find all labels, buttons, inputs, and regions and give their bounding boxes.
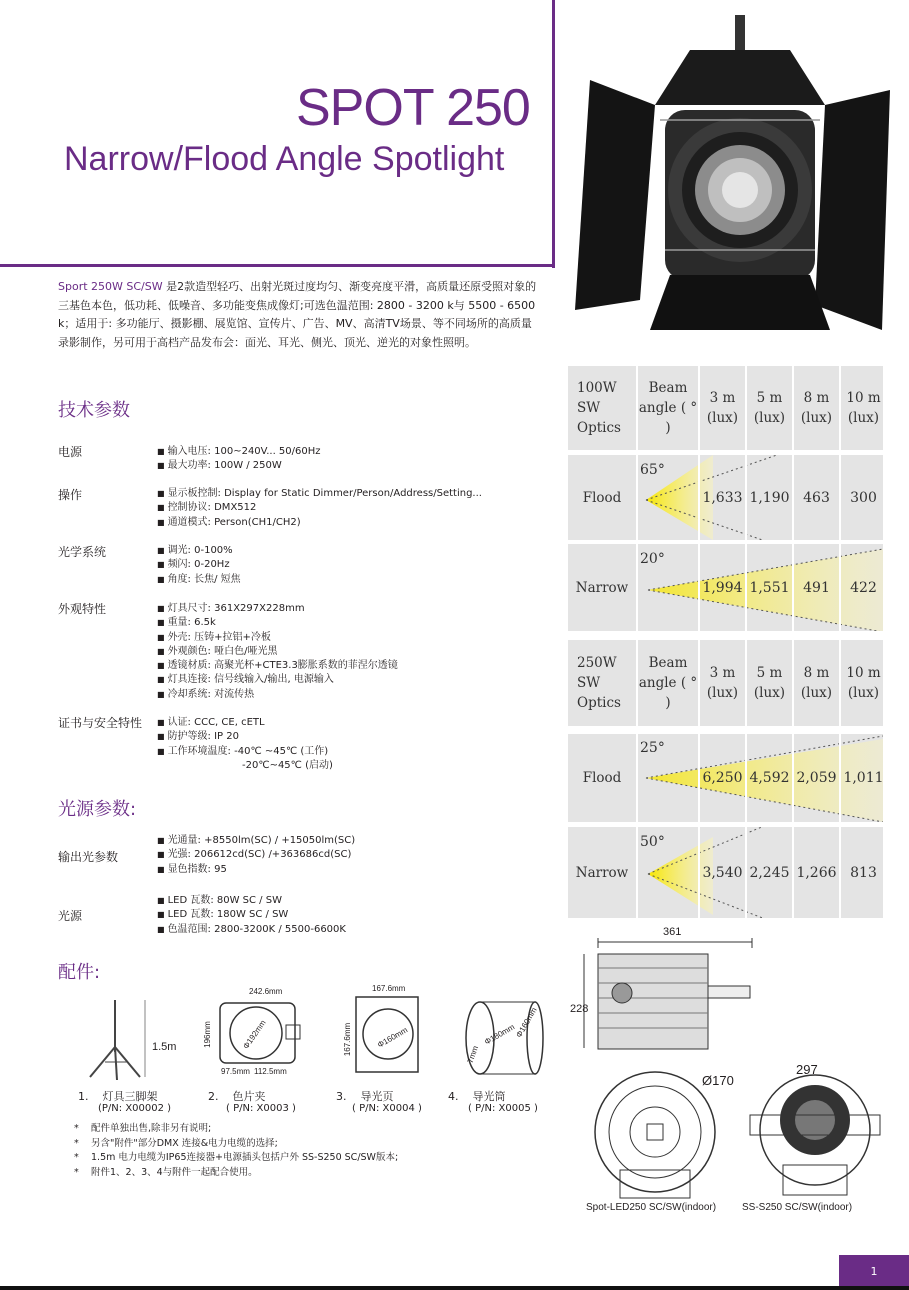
accessory-caption-3: 3. 导光页 bbox=[336, 1090, 394, 1103]
dim-diameter: Ø170 bbox=[702, 1073, 734, 1088]
spec-items-certification bbox=[157, 716, 333, 773]
accessory-caption-4: 4. 导光筒 bbox=[448, 1090, 506, 1103]
lux-10m: 300 bbox=[850, 489, 877, 506]
drawing-caption-left: Spot-LED250 SC/SW(indoor) bbox=[586, 1202, 717, 1213]
row-name: Flood bbox=[582, 489, 622, 506]
spec-item: ■ 输入电压: 100~240V... 50/60Hz bbox=[157, 445, 321, 459]
lux-5m: 1,190 bbox=[749, 489, 790, 506]
lux-10m: 422 bbox=[850, 579, 877, 596]
product-photo bbox=[570, 10, 890, 340]
spec-item: ■ 调光: 0-100% bbox=[157, 544, 241, 558]
front-view-outdoor bbox=[745, 1070, 885, 1200]
spec-item: ■ 外壳: 压铸+拉铝+冷板 bbox=[157, 631, 398, 645]
dim-width: 361 bbox=[663, 926, 682, 938]
dim-label: 167.6mm bbox=[372, 984, 406, 993]
dim-depth: 297 bbox=[796, 1062, 818, 1077]
note: * 配件单独出售,除非另有说明; bbox=[74, 1122, 398, 1137]
spec-item: ■ LED 瓦数: 80W SC / SW bbox=[157, 894, 346, 908]
header-8m: 8 m (lux) bbox=[800, 665, 833, 701]
dim-label: Φ192mm bbox=[241, 1018, 268, 1051]
tripod-dim: 1.5m bbox=[152, 1041, 177, 1053]
accessory-caption-1: 1. 灯具三脚架 bbox=[78, 1090, 158, 1103]
header-8m: 8 m (lux) bbox=[800, 390, 833, 426]
dim-label: 97.5mm bbox=[221, 1067, 250, 1076]
spec-label-optics: 光学系统 bbox=[58, 545, 107, 559]
accessory-pn-4: ( P/N: X0005 ) bbox=[468, 1103, 538, 1114]
header-5m: 5 m (lux) bbox=[753, 390, 786, 426]
row-name: Narrow bbox=[575, 864, 629, 881]
vertical-divider bbox=[552, 0, 555, 268]
spec-label-appearance: 外观特性 bbox=[58, 602, 107, 616]
lux-10m: 1,011 bbox=[843, 770, 884, 786]
beam-angle: 65° bbox=[640, 462, 665, 478]
spec-item: ■ 防护等级: IP 20 bbox=[157, 730, 333, 744]
dim-height: 228 bbox=[570, 1003, 589, 1015]
dim-label: 196mm bbox=[202, 1021, 212, 1048]
horizontal-divider bbox=[0, 264, 555, 267]
tech-section-title: 技术参数 bbox=[58, 400, 130, 421]
spec-label-certification: 证书与安全特性 bbox=[58, 716, 143, 730]
spec-item: ■ 工作环境温度: -40℃ ~45℃ (工作) bbox=[157, 745, 333, 759]
spec-item: ■ 色温范围: 2800-3200K / 5500-6600K bbox=[157, 923, 346, 937]
lux-8m: 2,059 bbox=[796, 770, 837, 786]
spec-item: ■ LED 瓦数: 180W SC / SW bbox=[157, 908, 346, 922]
header-10m: 10 m (lux) bbox=[846, 390, 881, 426]
table-row-flood-250w bbox=[568, 734, 883, 822]
bottom-bar bbox=[0, 1286, 909, 1290]
spec-item: ■ 灯具尺寸: 361X297X228mm bbox=[157, 602, 398, 616]
spec-item: ■ 频闪: 0-20Hz bbox=[157, 558, 241, 572]
lux-3m: 3,540 bbox=[702, 864, 743, 881]
lux-5m: 2,245 bbox=[749, 864, 790, 881]
beam-angle: 25° bbox=[640, 740, 665, 756]
lux-10m: 813 bbox=[850, 864, 877, 881]
dim-label: 7mm bbox=[465, 1044, 481, 1065]
page-title: SPOT 250 bbox=[296, 79, 530, 137]
intro-model: Sport 250W SC/SW bbox=[58, 280, 163, 293]
drawing-caption-right: SS-S250 SC/SW(indoor) bbox=[742, 1202, 853, 1213]
spec-item: ■ 外观颜色: 哑白色/哑光黑 bbox=[157, 645, 398, 659]
spec-item: ■ 光强: 206612cd(SC) /+363686cd(SC) bbox=[157, 848, 355, 862]
spec-item: ■ 重量: 6.5k bbox=[157, 616, 398, 630]
table-header-row bbox=[568, 366, 883, 450]
spec-item: ■ 冷却系统: 对流传热 bbox=[157, 688, 398, 702]
table-row-narrow bbox=[568, 544, 883, 631]
lux-8m: 1,266 bbox=[796, 864, 837, 881]
beam-angle: 50° bbox=[640, 834, 665, 850]
spec-label-output: 输出光参数 bbox=[58, 850, 119, 864]
spec-item: ■ 控制协议: DMX512 bbox=[157, 501, 482, 515]
lux-5m: 4,592 bbox=[749, 770, 790, 786]
lux-3m: 1,633 bbox=[702, 489, 743, 506]
lux-5m: 1,551 bbox=[749, 579, 790, 596]
header-10m: 10 m (lux) bbox=[846, 665, 881, 701]
beam-angle: 20° bbox=[640, 551, 665, 567]
table-row-flood bbox=[568, 455, 883, 540]
header-optics: 250W SW Optics bbox=[577, 655, 621, 711]
dim-label: Φ180mm bbox=[482, 1022, 517, 1047]
spec-items-appearance bbox=[157, 602, 398, 702]
source-section-title: 光源参数: bbox=[58, 799, 137, 820]
header-5m: 5 m (lux) bbox=[753, 665, 786, 701]
lux-3m: 6,250 bbox=[702, 770, 743, 786]
header-3m: 3 m (lux) bbox=[706, 665, 739, 701]
spec-item: ■ 角度: 长焦/ 短焦 bbox=[157, 573, 241, 587]
spec-item: ■ 最大功率: 100W / 250W bbox=[157, 459, 321, 473]
lux-8m: 491 bbox=[803, 579, 830, 596]
lux-8m: 463 bbox=[803, 489, 830, 506]
accessories-section-title: 配件: bbox=[58, 962, 101, 983]
intro-text: 是2款造型轻巧、出射光斑过度均匀、渐变亮度平滑，高质量还原受照对象的三基色本色，低功耗、低噪音、多功能变焦成像灯;可选色温范围: 2800 - 3200 k与 5500 - 6500 k；适用于: 多功能厅、摄影棚、展览馆、宣传片、广告、MV、高清TV场景、等不同场所的高质量录影制作，另可用于高档产品发布会：面光、耳光、侧光、顶光、逆光的对象性照明。 bbox=[58, 280, 537, 349]
table-header-row-250w bbox=[568, 640, 883, 726]
dim-label: 167.6mm bbox=[343, 1022, 353, 1057]
lux-3m: 1,994 bbox=[702, 579, 743, 596]
spec-items-operation bbox=[157, 487, 482, 530]
header-optics: 100W SW Optics bbox=[577, 380, 621, 436]
spec-item-extra: -20℃~45℃ (启动) bbox=[242, 759, 333, 771]
spec-item: ■ 灯具连接: 信号线输入/输出, 电源输入 bbox=[157, 673, 398, 687]
row-name: Narrow bbox=[575, 579, 629, 596]
spec-item: ■ 光通量: +8550lm(SC) / +15050lm(SC) bbox=[157, 834, 355, 848]
dim-label: 242.6mm bbox=[249, 987, 283, 996]
accessory-caption-2: 2. 色片夹 bbox=[208, 1090, 266, 1103]
accessory-pn-2: ( P/N: X0003 ) bbox=[226, 1103, 296, 1114]
accessory-pn-3: ( P/N: X0004 ) bbox=[352, 1103, 422, 1114]
note: * 1.5m 电力电缆为IP65连接器+电源插头包括户外 SS-S250 SC/SW版本; bbox=[74, 1151, 398, 1166]
front-view-indoor bbox=[585, 1070, 725, 1200]
spec-item: ■ 认证: CCC, CE, cETL bbox=[157, 716, 333, 730]
page-number: 1 bbox=[839, 1255, 909, 1287]
dim-label: Φ160mm bbox=[514, 1005, 539, 1040]
note: * 另含"附件"部分DMX 连接&电力电缆的选择; bbox=[74, 1137, 398, 1152]
header-3m: 3 m (lux) bbox=[706, 390, 739, 426]
note: * 附件1、2、3、4与附件一起配合使用。 bbox=[74, 1166, 398, 1181]
spec-items-source bbox=[157, 894, 346, 937]
spec-label-source: 光源 bbox=[58, 909, 83, 923]
accessory-notes bbox=[74, 1122, 398, 1180]
header-angle: Beam angle ( ° ) bbox=[638, 655, 698, 711]
dim-label: 112.5mm bbox=[254, 1067, 287, 1076]
spec-label-power: 电源 bbox=[58, 445, 83, 459]
spec-label-operation: 操作 bbox=[58, 488, 83, 502]
illuminance-table-100w bbox=[568, 366, 883, 918]
spec-items-power bbox=[157, 445, 321, 474]
table-row-narrow-250w bbox=[568, 827, 883, 918]
spec-item: ■ 显色指数: 95 bbox=[157, 863, 355, 877]
page-subtitle: Narrow/Flood Angle Spotlight bbox=[64, 140, 505, 178]
row-name: Flood bbox=[582, 770, 622, 786]
spec-item: ■ 通道模式: Person(CH1/CH2) bbox=[157, 516, 482, 530]
spec-items-output bbox=[157, 834, 355, 877]
spec-item: ■ 显示板控制: Display for Static Dimmer/Person/Address/Setting... bbox=[157, 487, 482, 501]
intro-paragraph bbox=[58, 278, 538, 352]
accessory-pn-1: (P/N: X00002 ) bbox=[98, 1103, 172, 1114]
tripod-drawing bbox=[85, 992, 180, 1082]
header-angle: Beam angle ( ° ) bbox=[638, 380, 698, 436]
spec-items-optics bbox=[157, 544, 241, 587]
spec-item: ■ 透镜材质: 高聚光杯+CTE3.3膨胀系数的菲涅尔透镜 bbox=[157, 659, 398, 673]
dim-label: Φ160mm bbox=[375, 1025, 410, 1050]
side-view-drawing bbox=[570, 938, 770, 1058]
